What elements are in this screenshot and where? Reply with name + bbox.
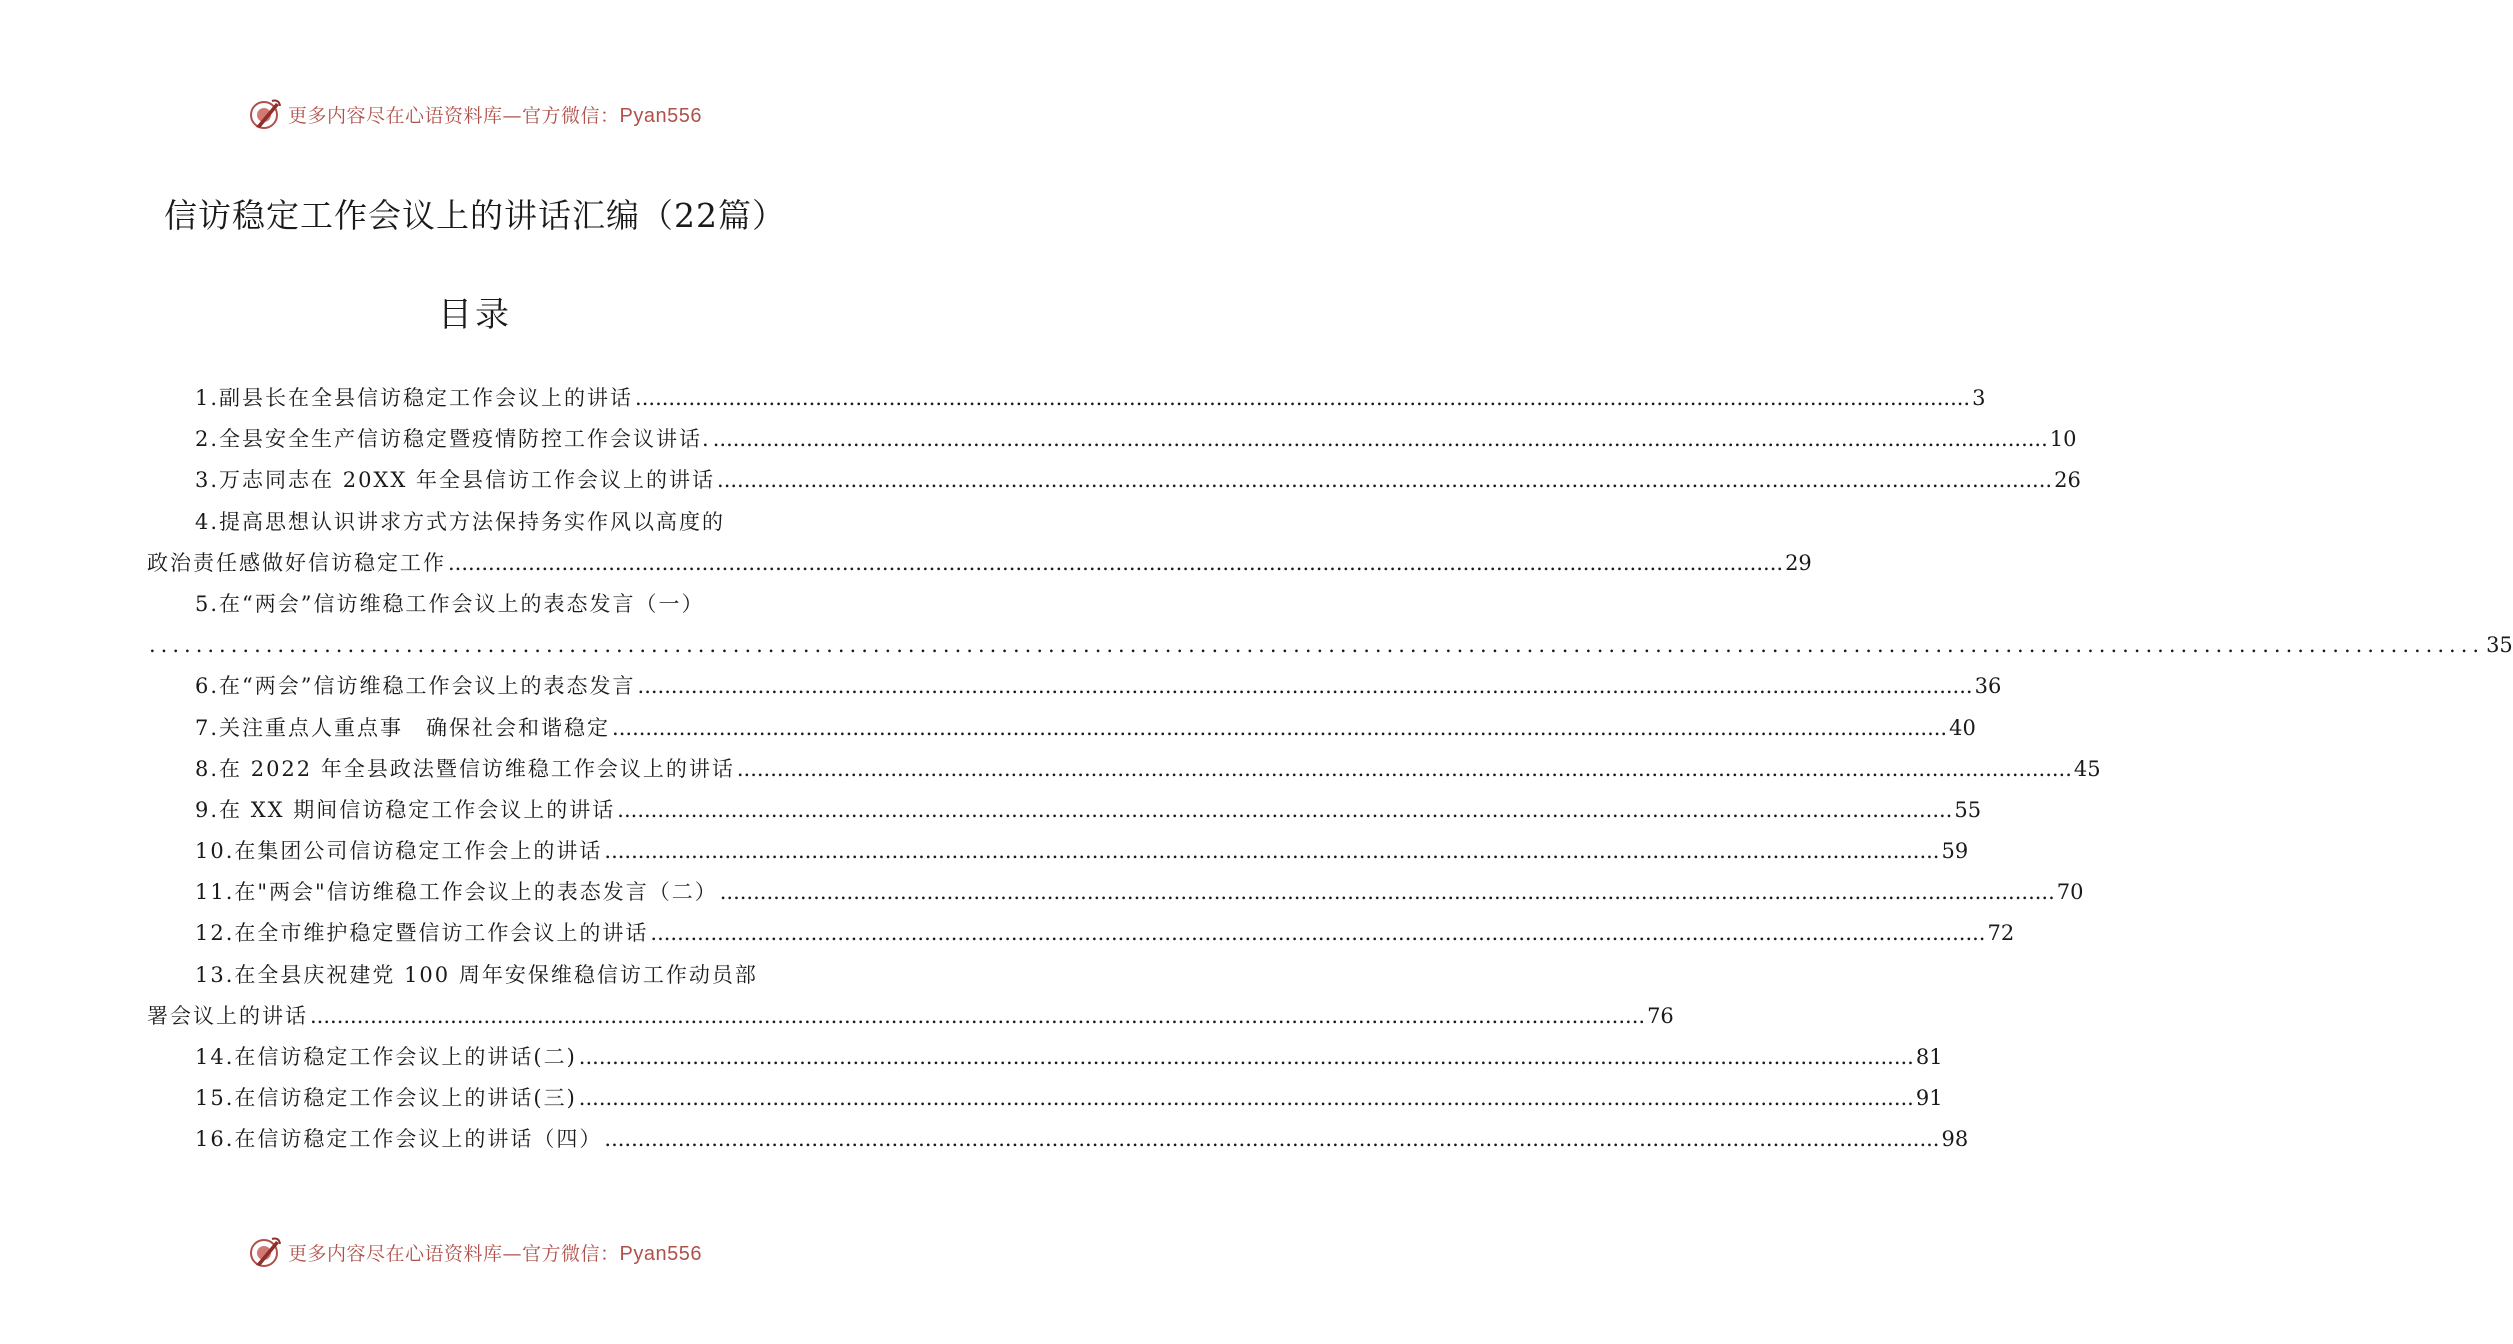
dot-leader: ........................................................................................................................................................................................................ <box>650 921 1986 946</box>
toc-entry[interactable] <box>147 708 1976 749</box>
toc-page-number: 98 <box>1941 1127 1969 1152</box>
footer-banner <box>0 1232 950 1272</box>
toc-entry-title-continued: 政治责任感做好信访稳定工作 <box>147 550 446 575</box>
dot-leader: ........................................................................................................................................................................................................ <box>712 427 2048 452</box>
quill-seal-icon <box>248 1235 282 1269</box>
toc-page-number: 72 <box>1987 921 2015 946</box>
toc-heading: 目录 <box>438 295 512 335</box>
dot-leader: ........................................................................................................................................................................................................ <box>736 756 2072 781</box>
toc-page-number: 35 <box>2486 633 2513 658</box>
toc-page-number: 40 <box>1949 715 1976 740</box>
toc-entry-title: 2.全县安全生产信访稳定暨疫情防控工作会议讲话. <box>195 427 711 452</box>
dot-leader: ........................................................................................................................................................................................................ <box>448 550 1784 575</box>
toc-entry-title: 12.在全市维护稳定暨信访工作会议上的讲话 <box>195 921 649 946</box>
toc-page-number: 81 <box>1915 1045 1943 1069</box>
toc-entry-title: 15.在信访稳定工作会议上的讲话(三) <box>195 1086 577 1111</box>
wechat-id: Pyan556 <box>619 1242 702 1265</box>
banner-text: 更多内容尽在心语资料库—官方微信：Pyan556 <box>288 1242 702 1265</box>
toc-entry[interactable] <box>147 419 2077 460</box>
toc-entry-title: 11.在"两会"信访维稳工作会议上的表态发言（二） <box>195 880 718 905</box>
dot-leader: ........................................................................................................................................................................................................ <box>578 1086 1914 1111</box>
toc-entry[interactable] <box>147 955 1674 1037</box>
toc-entry-title: 16.在信访稳定工作会议上的讲话（四） <box>195 1127 603 1152</box>
toc-page-number: 10 <box>2049 427 2077 452</box>
toc-page-number: 91 <box>1915 1086 1943 1111</box>
toc-page-number: 59 <box>1941 839 1969 864</box>
toc-entry-title: 10.在集团公司信访稳定工作会上的讲话 <box>195 839 603 864</box>
toc-page-number: 3 <box>1972 386 1986 410</box>
toc-entry[interactable] <box>147 790 1982 831</box>
toc-entry-title: 4.提高思想认识讲求方式方法保持务实作风以高度的 <box>195 509 726 534</box>
document-title: 信访稳定工作会议上的讲话汇编（22篇） <box>164 196 786 235</box>
toc-entry[interactable] <box>147 749 2101 790</box>
toc-entry[interactable] <box>147 666 2002 707</box>
dot-leader: ........................................................................................................................................................................................................ <box>612 715 1948 740</box>
toc-entry-title: 6.在“两会”信访维稳工作会议上的表态发言 <box>195 674 636 699</box>
table-of-contents <box>147 378 2513 1161</box>
toc-page-number: 45 <box>2073 756 2101 781</box>
dot-leader: ........................................................................................................................................................................................................ <box>604 839 1940 864</box>
toc-entry[interactable] <box>147 913 2015 954</box>
toc-entry-title-continued: 署会议上的讲话 <box>147 1003 308 1028</box>
toc-entry[interactable] <box>147 502 1812 584</box>
toc-entry-title: 1.副县长在全县信访稳定工作会议上的讲话 <box>195 386 634 410</box>
toc-entry-title: 7.关注重点人重点事 确保社会和谐稳定 <box>195 715 611 740</box>
toc-entry-title: 14.在信访稳定工作会议上的讲话(二) <box>195 1045 577 1069</box>
toc-page-number: 29 <box>1785 550 1812 575</box>
dot-leader: ........................................................................................................................................................................................................ <box>617 797 1953 822</box>
dot-leader: ........................................................................................................................................................................................................ <box>637 674 1973 699</box>
toc-page-number: 36 <box>1974 674 2002 699</box>
dot-leader: ........................................................................................................................................................................................................ <box>719 880 2055 905</box>
wechat-id: Pyan556 <box>619 104 702 127</box>
toc-entry-title: 13.在全县庆祝建党 100 周年安保维稳信访工作动员部 <box>195 962 758 987</box>
dot-leader: ........................................................................................................................................................................................................ <box>578 1045 1914 1069</box>
toc-entry-title: 8.在 2022 年全县政法暨信访维稳工作会议上的讲话 <box>195 756 735 781</box>
dot-leader: ........................................................................................................................................................................................................ <box>604 1127 1940 1152</box>
toc-entry[interactable] <box>147 872 2084 913</box>
toc-entry-title: 9.在 XX 期间信访稳定工作会议上的讲话 <box>195 797 616 822</box>
dot-leader: ........................................................................................................................................................................................................ <box>149 633 2485 658</box>
banner-text: 更多内容尽在心语资料库—官方微信：Pyan556 <box>288 104 702 127</box>
toc-entry[interactable] <box>147 378 1986 419</box>
dot-leader: ........................................................................................................................................................................................................ <box>310 1003 1646 1028</box>
dot-leader: ........................................................................................................................................................................................................ <box>717 468 2053 493</box>
dot-leader: ........................................................................................................................................................................................................ <box>635 386 1971 410</box>
toc-page-number: 26 <box>2054 468 2081 493</box>
toc-page-number: 76 <box>1647 1003 1674 1028</box>
toc-entry[interactable] <box>147 831 1969 872</box>
toc-entry[interactable] <box>147 460 2081 501</box>
toc-entry-title: 5.在“两会”信访维稳工作会议上的表态发言（一） <box>195 591 705 616</box>
toc-entry[interactable] <box>147 1037 1943 1078</box>
toc-entry[interactable] <box>147 1078 1943 1119</box>
toc-entry[interactable] <box>147 584 2513 666</box>
header-banner <box>0 94 950 134</box>
quill-seal-icon <box>248 97 282 131</box>
toc-page-number: 70 <box>2056 880 2084 905</box>
toc-entry-title: 3.万志同志在 20XX 年全县信访工作会议上的讲话 <box>195 468 716 493</box>
toc-page-number: 55 <box>1954 797 1982 822</box>
toc-entry[interactable] <box>147 1119 1969 1160</box>
